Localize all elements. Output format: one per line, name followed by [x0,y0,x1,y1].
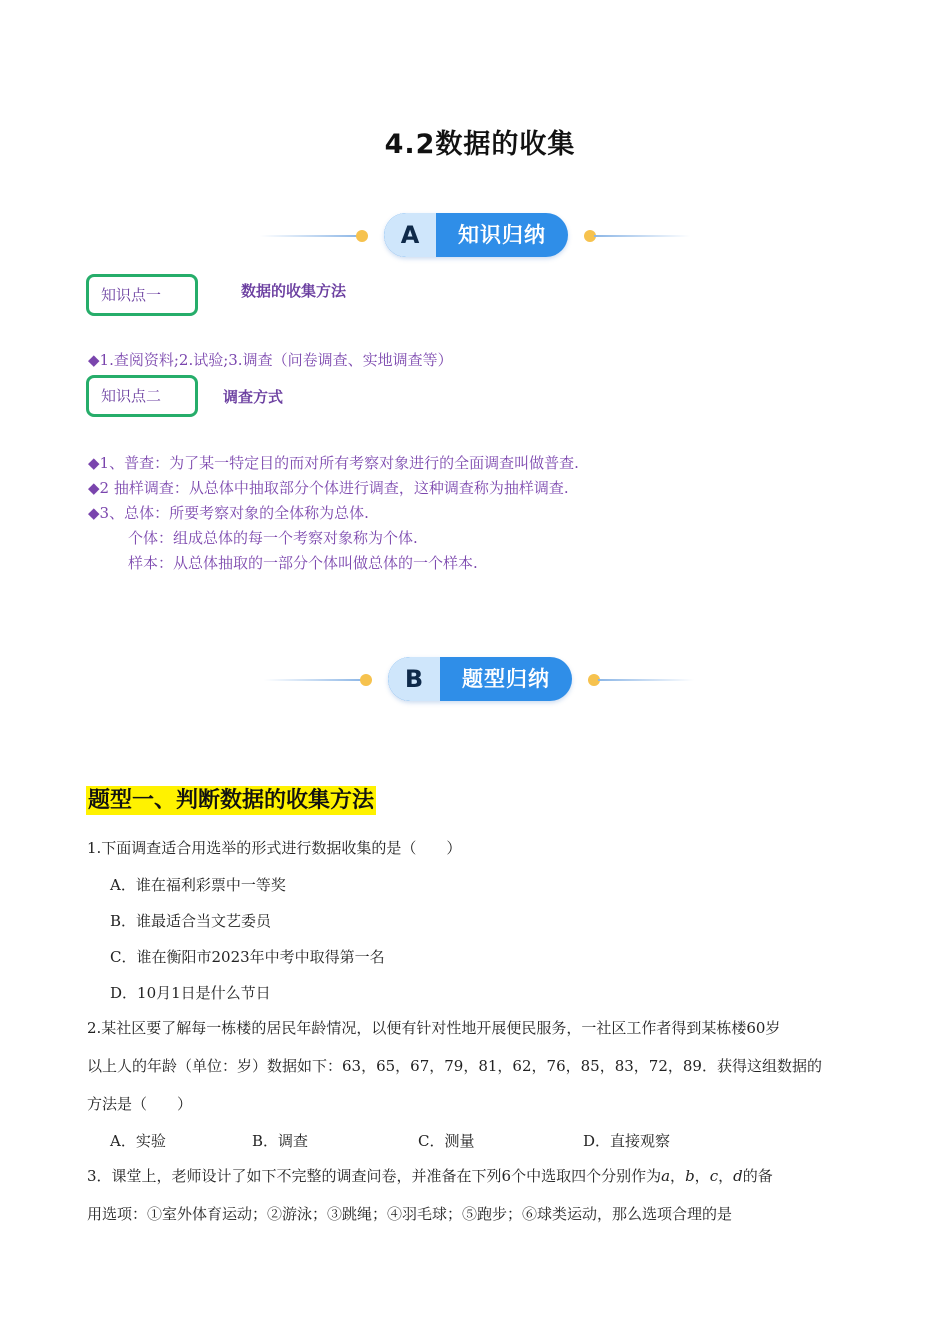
question-2-option-c: C．测量 [418,1132,475,1150]
question-2-line-1: 2.某社区要了解每一栋楼的居民年龄情况，以便有针对性地开展便民服务，一社区工作者得到某栋楼60岁 [87,1019,781,1037]
variable-a: a [661,1167,671,1185]
question-3-line-2: 用选项：①室外体育运动；②游泳；③跳绳；④羽毛球；⑤跑步；⑥球类运动，那么选项合理的是 [87,1205,733,1223]
question-3-text: 3．课堂上，老师设计了如下不完整的调查问卷，并准备在下列6个中选取四个分别作为 [87,1167,662,1185]
knowledge-point-2-line-5: 样本：从总体抽取的一部分个体叫做总体的一个样本. [128,554,478,572]
knowledge-point-2-line-1: ◆1、普查：为了某一特定目的而对所有考察对象进行的全面调查叫做普查. [88,454,579,472]
knowledge-point-2-line-2: ◆2 抽样调查：从总体中抽取部分个体进行调查，这种调查称为抽样调查. [88,479,569,497]
question-3-line-1 [87,1158,773,1194]
section-heading: 题型一、判断数据的收集方法 [88,788,375,813]
knowledge-point-2-line-4: 个体：组成总体的每一个考察对象称为个体. [128,529,418,547]
section-banner-b [264,657,694,703]
question-3-text-end: 的备 [742,1167,773,1185]
knowledge-point-1-box: 知识点一 [86,274,198,316]
banner-letter: B [388,657,440,701]
banner-label: 题型归纳 [462,667,550,691]
page-title: 4.2数据的收集 [384,129,576,160]
question-1-option-d: D．10月1日是什么节日 [110,984,271,1002]
variable-d: d [733,1167,743,1185]
knowledge-point-2-heading: 调查方式 [223,388,284,406]
question-2-option-b: B．调查 [252,1132,309,1150]
question-1-option-b: B．谁最适合当文艺委员 [110,912,272,930]
banner-pill [388,657,572,701]
question-2-option-a: A．实验 [110,1132,166,1150]
banner-label: 知识归纳 [458,223,546,247]
variable-c: c [709,1167,719,1185]
banner-dot-left [356,230,368,242]
question-1-stem: 1.下面调查适合用选举的形式进行数据收集的是（ ） [87,839,462,857]
knowledge-point-2-box: 知识点二 [86,375,198,417]
question-2-option-d: D．直接观察 [583,1132,671,1150]
banner-dot-left [360,674,372,686]
separator: ， [718,1167,734,1185]
banner-letter: A [384,213,436,257]
separator: ， [694,1167,710,1185]
knowledge-point-2-line-3: ◆3、总体：所要考察对象的全体称为总体. [88,504,369,522]
separator: ， [670,1167,686,1185]
question-1-option-c: C．谁在衡阳市2023年中考中取得第一名 [110,948,385,966]
question-1-option-a: A．谁在福利彩票中一等奖 [110,876,286,894]
variable-b: b [685,1167,695,1185]
question-2-line-3: 方法是（ ） [87,1095,193,1113]
section-banner-a [260,213,690,259]
knowledge-point-1-line: ◆1.查阅资料;2.试验;3.调查（问卷调查、实地调查等） [88,351,453,369]
banner-pill [384,213,568,257]
question-2-line-2: 以上人的年龄（单位：岁）数据如下：63，65，67，79，81，62，76，85，83，72，89．获得这组数据的 [87,1057,822,1075]
knowledge-point-1-heading: 数据的收集方法 [241,282,347,300]
